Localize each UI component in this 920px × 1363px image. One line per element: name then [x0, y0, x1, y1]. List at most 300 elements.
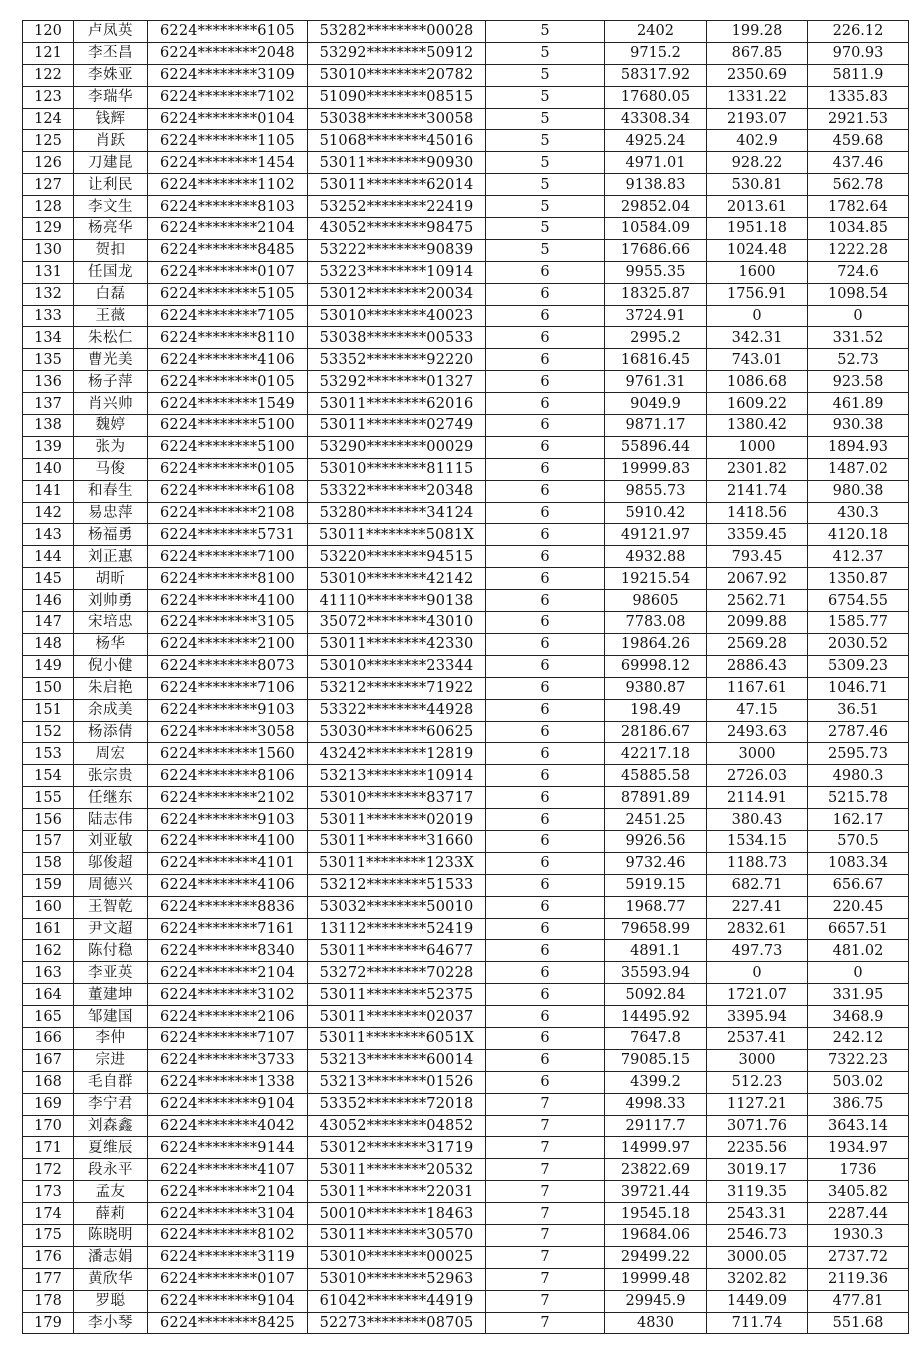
amount-cell: 39721.44 [605, 1181, 707, 1203]
table-row [23, 1049, 909, 1071]
value-a-cell: 380.43 [707, 809, 808, 831]
name-cell: 刘帅勇 [74, 590, 148, 612]
amount-cell: 42217.18 [605, 743, 707, 765]
group-cell: 6 [486, 918, 605, 940]
group-cell: 5 [486, 239, 605, 261]
group-cell: 5 [486, 130, 605, 152]
row-number-cell: 146 [23, 590, 74, 612]
amount-cell: 2995.2 [605, 327, 707, 349]
value-a-cell: 2569.28 [707, 633, 808, 655]
group-cell: 6 [486, 962, 605, 984]
group-cell: 6 [486, 305, 605, 327]
row-number-cell: 175 [23, 1224, 74, 1246]
group-cell: 6 [486, 524, 605, 546]
data-table-sheet [22, 20, 908, 1349]
bank-card-cell: 6224********4106 [148, 349, 308, 371]
name-cell: 周宏 [74, 743, 148, 765]
row-number-cell: 136 [23, 371, 74, 393]
name-cell: 杨华 [74, 633, 148, 655]
id-number-cell: 43242********12819 [308, 743, 486, 765]
value-a-cell: 342.31 [707, 327, 808, 349]
id-number-cell: 53352********72018 [308, 1093, 486, 1115]
row-number-cell: 132 [23, 283, 74, 305]
id-number-cell: 53212********71922 [308, 677, 486, 699]
group-cell: 5 [486, 152, 605, 174]
value-a-cell: 2546.73 [707, 1224, 808, 1246]
group-cell: 6 [486, 612, 605, 634]
value-b-cell: 1934.97 [808, 1137, 909, 1159]
value-a-cell: 3000.05 [707, 1246, 808, 1268]
table-row [23, 590, 909, 612]
bank-card-cell: 6224********0107 [148, 1268, 308, 1290]
bank-card-cell: 6224********9104 [148, 1093, 308, 1115]
name-cell: 潘志娟 [74, 1246, 148, 1268]
value-b-cell: 1782.64 [808, 196, 909, 218]
name-cell: 李仲 [74, 1027, 148, 1049]
id-number-cell: 53011********6051X [308, 1027, 486, 1049]
id-number-cell: 53352********92220 [308, 349, 486, 371]
table-row [23, 152, 909, 174]
value-a-cell: 2141.74 [707, 480, 808, 502]
id-number-cell: 53012********20034 [308, 283, 486, 305]
table-row [23, 349, 909, 371]
value-a-cell: 2301.82 [707, 458, 808, 480]
name-cell: 曹光美 [74, 349, 148, 371]
group-cell: 7 [486, 1115, 605, 1137]
value-a-cell: 0 [707, 962, 808, 984]
value-b-cell: 503.02 [808, 1071, 909, 1093]
value-b-cell: 2921.53 [808, 108, 909, 130]
value-a-cell: 2886.43 [707, 655, 808, 677]
group-cell: 6 [486, 677, 605, 699]
table-row [23, 809, 909, 831]
table-row [23, 699, 909, 721]
table-row [23, 1006, 909, 1028]
row-number-cell: 125 [23, 130, 74, 152]
name-cell: 朱启艳 [74, 677, 148, 699]
value-a-cell: 1188.73 [707, 852, 808, 874]
name-cell: 宗进 [74, 1049, 148, 1071]
value-b-cell: 481.02 [808, 940, 909, 962]
table-row [23, 1071, 909, 1093]
value-a-cell: 3359.45 [707, 524, 808, 546]
table-row [23, 721, 909, 743]
group-cell: 5 [486, 218, 605, 240]
value-a-cell: 1951.18 [707, 218, 808, 240]
id-number-cell: 53011********62016 [308, 393, 486, 415]
name-cell: 刘亚敏 [74, 830, 148, 852]
row-number-cell: 171 [23, 1137, 74, 1159]
id-number-cell: 53030********60625 [308, 721, 486, 743]
value-a-cell: 402.9 [707, 130, 808, 152]
value-b-cell: 656.67 [808, 874, 909, 896]
id-number-cell: 53222********90839 [308, 239, 486, 261]
value-a-cell: 512.23 [707, 1071, 808, 1093]
value-a-cell: 711.74 [707, 1312, 808, 1334]
group-cell: 6 [486, 984, 605, 1006]
bank-card-cell: 6224********1549 [148, 393, 308, 415]
name-cell: 夏维辰 [74, 1137, 148, 1159]
group-cell: 6 [486, 940, 605, 962]
bank-card-cell: 6224********1102 [148, 174, 308, 196]
bank-card-cell: 6224********2104 [148, 218, 308, 240]
bank-card-cell: 6224********8340 [148, 940, 308, 962]
bank-card-cell: 6224********4107 [148, 1159, 308, 1181]
value-b-cell: 331.52 [808, 327, 909, 349]
name-cell: 杨亮华 [74, 218, 148, 240]
value-b-cell: 3468.9 [808, 1006, 909, 1028]
value-b-cell: 5811.9 [808, 64, 909, 86]
id-number-cell: 53282********00028 [308, 21, 486, 43]
group-cell: 5 [486, 42, 605, 64]
group-cell: 7 [486, 1203, 605, 1225]
amount-cell: 9380.87 [605, 677, 707, 699]
table-row [23, 283, 909, 305]
group-cell: 6 [486, 436, 605, 458]
value-b-cell: 5215.78 [808, 787, 909, 809]
value-a-cell: 47.15 [707, 699, 808, 721]
table-row [23, 436, 909, 458]
row-number-cell: 166 [23, 1027, 74, 1049]
row-number-cell: 164 [23, 984, 74, 1006]
bank-card-cell: 6224********9103 [148, 809, 308, 831]
amount-cell: 4830 [605, 1312, 707, 1334]
value-b-cell: 1894.93 [808, 436, 909, 458]
value-a-cell: 3071.76 [707, 1115, 808, 1137]
id-number-cell: 53011********30570 [308, 1224, 486, 1246]
row-number-cell: 152 [23, 721, 74, 743]
table-row [23, 918, 909, 940]
value-b-cell: 2787.46 [808, 721, 909, 743]
row-number-cell: 163 [23, 962, 74, 984]
value-a-cell: 2067.92 [707, 568, 808, 590]
row-number-cell: 172 [23, 1159, 74, 1181]
value-a-cell: 1127.21 [707, 1093, 808, 1115]
group-cell: 5 [486, 86, 605, 108]
name-cell: 李亚英 [74, 962, 148, 984]
bank-card-cell: 6224********0105 [148, 371, 308, 393]
bank-card-cell: 6224********8102 [148, 1224, 308, 1246]
bank-card-cell: 6224********0105 [148, 458, 308, 480]
amount-cell: 9049.9 [605, 393, 707, 415]
amount-cell: 19999.83 [605, 458, 707, 480]
id-number-cell: 53290********00029 [308, 436, 486, 458]
value-b-cell: 437.46 [808, 152, 909, 174]
row-number-cell: 158 [23, 852, 74, 874]
amount-cell: 9732.46 [605, 852, 707, 874]
name-cell: 陈付稳 [74, 940, 148, 962]
id-number-cell: 50010********18463 [308, 1203, 486, 1225]
name-cell: 邬俊超 [74, 852, 148, 874]
bank-card-cell: 6224********2104 [148, 962, 308, 984]
amount-cell: 9855.73 [605, 480, 707, 502]
group-cell: 6 [486, 480, 605, 502]
id-number-cell: 53322********20348 [308, 480, 486, 502]
id-number-cell: 53223********10914 [308, 261, 486, 283]
amount-cell: 19999.48 [605, 1268, 707, 1290]
value-b-cell: 2737.72 [808, 1246, 909, 1268]
table-row [23, 896, 909, 918]
table-row [23, 393, 909, 415]
table-row [23, 196, 909, 218]
id-number-cell: 53011********5081X [308, 524, 486, 546]
value-b-cell: 1930.3 [808, 1224, 909, 1246]
value-a-cell: 1418.56 [707, 502, 808, 524]
id-number-cell: 53011********42330 [308, 633, 486, 655]
amount-cell: 29117.7 [605, 1115, 707, 1137]
table-row [23, 1246, 909, 1268]
amount-cell: 43308.34 [605, 108, 707, 130]
name-cell: 魏婷 [74, 415, 148, 437]
bank-card-cell: 6224********6108 [148, 480, 308, 502]
group-cell: 6 [486, 721, 605, 743]
group-cell: 7 [486, 1137, 605, 1159]
amount-cell: 19545.18 [605, 1203, 707, 1225]
id-number-cell: 53322********44928 [308, 699, 486, 721]
bank-card-cell: 6224********2102 [148, 787, 308, 809]
amount-cell: 55896.44 [605, 436, 707, 458]
row-number-cell: 167 [23, 1049, 74, 1071]
id-number-cell: 53213********10914 [308, 765, 486, 787]
name-cell: 刘正惠 [74, 546, 148, 568]
value-a-cell: 2493.63 [707, 721, 808, 743]
name-cell: 李文生 [74, 196, 148, 218]
value-a-cell: 2350.69 [707, 64, 808, 86]
name-cell: 陆志伟 [74, 809, 148, 831]
bank-card-cell: 6224********5100 [148, 436, 308, 458]
name-cell: 周德兴 [74, 874, 148, 896]
bank-card-cell: 6224********8425 [148, 1312, 308, 1334]
name-cell: 贺扣 [74, 239, 148, 261]
bank-card-cell: 6224********3102 [148, 984, 308, 1006]
value-a-cell: 497.73 [707, 940, 808, 962]
id-number-cell: 41110********90138 [308, 590, 486, 612]
table-row [23, 1027, 909, 1049]
amount-cell: 9715.2 [605, 42, 707, 64]
value-a-cell: 867.85 [707, 42, 808, 64]
table-row [23, 239, 909, 261]
row-number-cell: 134 [23, 327, 74, 349]
group-cell: 7 [486, 1224, 605, 1246]
value-b-cell: 5309.23 [808, 655, 909, 677]
bank-card-cell: 6224********3109 [148, 64, 308, 86]
value-b-cell: 331.95 [808, 984, 909, 1006]
value-a-cell: 1449.09 [707, 1290, 808, 1312]
bank-card-cell: 6224********6105 [148, 21, 308, 43]
table-row [23, 1312, 909, 1334]
value-a-cell: 2235.56 [707, 1137, 808, 1159]
amount-cell: 198.49 [605, 699, 707, 721]
amount-cell: 4891.1 [605, 940, 707, 962]
table-row [23, 1159, 909, 1181]
amount-cell: 19864.26 [605, 633, 707, 655]
table-row [23, 130, 909, 152]
row-number-cell: 168 [23, 1071, 74, 1093]
table-row [23, 830, 909, 852]
bank-card-cell: 6224********8100 [148, 568, 308, 590]
row-number-cell: 150 [23, 677, 74, 699]
id-number-cell: 53011********20532 [308, 1159, 486, 1181]
table-row [23, 1181, 909, 1203]
row-number-cell: 129 [23, 218, 74, 240]
value-b-cell: 0 [808, 305, 909, 327]
group-cell: 5 [486, 196, 605, 218]
name-cell: 罗聪 [74, 1290, 148, 1312]
group-cell: 6 [486, 633, 605, 655]
id-number-cell: 53252********22419 [308, 196, 486, 218]
name-cell: 张为 [74, 436, 148, 458]
group-cell: 7 [486, 1181, 605, 1203]
name-cell: 肖兴帅 [74, 393, 148, 415]
row-number-cell: 165 [23, 1006, 74, 1028]
group-cell: 5 [486, 21, 605, 43]
value-a-cell: 928.22 [707, 152, 808, 174]
value-a-cell: 2193.07 [707, 108, 808, 130]
id-number-cell: 53212********51533 [308, 874, 486, 896]
value-b-cell: 551.68 [808, 1312, 909, 1334]
amount-cell: 5092.84 [605, 984, 707, 1006]
row-number-cell: 137 [23, 393, 74, 415]
name-cell: 李宁君 [74, 1093, 148, 1115]
name-cell: 余成美 [74, 699, 148, 721]
name-cell: 让利民 [74, 174, 148, 196]
value-a-cell: 227.41 [707, 896, 808, 918]
amount-cell: 45885.58 [605, 765, 707, 787]
group-cell: 6 [486, 1049, 605, 1071]
bank-card-cell: 6224********9144 [148, 1137, 308, 1159]
value-b-cell: 0 [808, 962, 909, 984]
id-number-cell: 53010********40023 [308, 305, 486, 327]
name-cell: 李姝亚 [74, 64, 148, 86]
value-b-cell: 2287.44 [808, 1203, 909, 1225]
bank-card-cell: 6224********1560 [148, 743, 308, 765]
row-number-cell: 174 [23, 1203, 74, 1225]
group-cell: 6 [486, 699, 605, 721]
id-number-cell: 53011********02019 [308, 809, 486, 831]
row-number-cell: 157 [23, 830, 74, 852]
bank-card-cell: 6224********8073 [148, 655, 308, 677]
table-row [23, 261, 909, 283]
value-b-cell: 4120.18 [808, 524, 909, 546]
amount-cell: 19215.54 [605, 568, 707, 590]
row-number-cell: 169 [23, 1093, 74, 1115]
name-cell: 钱辉 [74, 108, 148, 130]
row-number-cell: 143 [23, 524, 74, 546]
amount-cell: 9761.31 [605, 371, 707, 393]
table-row [23, 1290, 909, 1312]
value-a-cell: 2013.61 [707, 196, 808, 218]
row-number-cell: 161 [23, 918, 74, 940]
bank-card-cell: 6224********1338 [148, 1071, 308, 1093]
amount-cell: 5919.15 [605, 874, 707, 896]
row-number-cell: 162 [23, 940, 74, 962]
value-b-cell: 1098.54 [808, 283, 909, 305]
group-cell: 6 [486, 568, 605, 590]
row-number-cell: 128 [23, 196, 74, 218]
value-b-cell: 162.17 [808, 809, 909, 831]
value-b-cell: 1222.28 [808, 239, 909, 261]
group-cell: 7 [486, 1268, 605, 1290]
table-row [23, 765, 909, 787]
amount-cell: 1968.77 [605, 896, 707, 918]
table-row [23, 546, 909, 568]
group-cell: 6 [486, 283, 605, 305]
amount-cell: 79658.99 [605, 918, 707, 940]
value-a-cell: 3395.94 [707, 1006, 808, 1028]
table-body [23, 21, 909, 1334]
id-number-cell: 43052********04852 [308, 1115, 486, 1137]
group-cell: 7 [486, 1312, 605, 1334]
name-cell: 任继东 [74, 787, 148, 809]
value-b-cell: 52.73 [808, 349, 909, 371]
amount-cell: 58317.92 [605, 64, 707, 86]
value-b-cell: 459.68 [808, 130, 909, 152]
value-a-cell: 2543.31 [707, 1203, 808, 1225]
id-number-cell: 53272********70228 [308, 962, 486, 984]
bank-card-cell: 6224********2108 [148, 502, 308, 524]
value-b-cell: 461.89 [808, 393, 909, 415]
id-number-cell: 53012********31719 [308, 1137, 486, 1159]
id-number-cell: 53038********00533 [308, 327, 486, 349]
bank-card-cell: 6224********2104 [148, 1181, 308, 1203]
table-row [23, 21, 909, 43]
table-row [23, 743, 909, 765]
name-cell: 张宗贵 [74, 765, 148, 787]
value-a-cell: 1534.15 [707, 830, 808, 852]
value-b-cell: 1335.83 [808, 86, 909, 108]
table-row [23, 1093, 909, 1115]
group-cell: 5 [486, 64, 605, 86]
bank-card-cell: 6224********8106 [148, 765, 308, 787]
bank-card-cell: 6224********0107 [148, 261, 308, 283]
amount-cell: 14495.92 [605, 1006, 707, 1028]
name-cell: 毛自群 [74, 1071, 148, 1093]
value-a-cell: 530.81 [707, 174, 808, 196]
value-a-cell: 3119.35 [707, 1181, 808, 1203]
bank-card-cell: 6224********8836 [148, 896, 308, 918]
value-a-cell: 2537.41 [707, 1027, 808, 1049]
bank-card-cell: 6224********5100 [148, 415, 308, 437]
id-number-cell: 53011********02037 [308, 1006, 486, 1028]
amount-cell: 4932.88 [605, 546, 707, 568]
value-a-cell: 1721.07 [707, 984, 808, 1006]
id-number-cell: 43052********98475 [308, 218, 486, 240]
group-cell: 6 [486, 1006, 605, 1028]
table-row [23, 962, 909, 984]
name-cell: 倪小健 [74, 655, 148, 677]
amount-cell: 87891.89 [605, 787, 707, 809]
value-b-cell: 7322.23 [808, 1049, 909, 1071]
group-cell: 6 [486, 590, 605, 612]
bank-card-cell: 6224********9104 [148, 1290, 308, 1312]
name-cell: 易忠萍 [74, 502, 148, 524]
table-row [23, 984, 909, 1006]
name-cell: 王薇 [74, 305, 148, 327]
bank-card-cell: 6224********4106 [148, 874, 308, 896]
name-cell: 朱松仁 [74, 327, 148, 349]
amount-cell: 4971.01 [605, 152, 707, 174]
table-row [23, 612, 909, 634]
amount-cell: 7783.08 [605, 612, 707, 634]
value-b-cell: 1736 [808, 1159, 909, 1181]
group-cell: 6 [486, 896, 605, 918]
id-number-cell: 53010********23344 [308, 655, 486, 677]
id-number-cell: 61042********44919 [308, 1290, 486, 1312]
table-row [23, 787, 909, 809]
id-number-cell: 53010********00025 [308, 1246, 486, 1268]
amount-cell: 28186.67 [605, 721, 707, 743]
row-number-cell: 177 [23, 1268, 74, 1290]
